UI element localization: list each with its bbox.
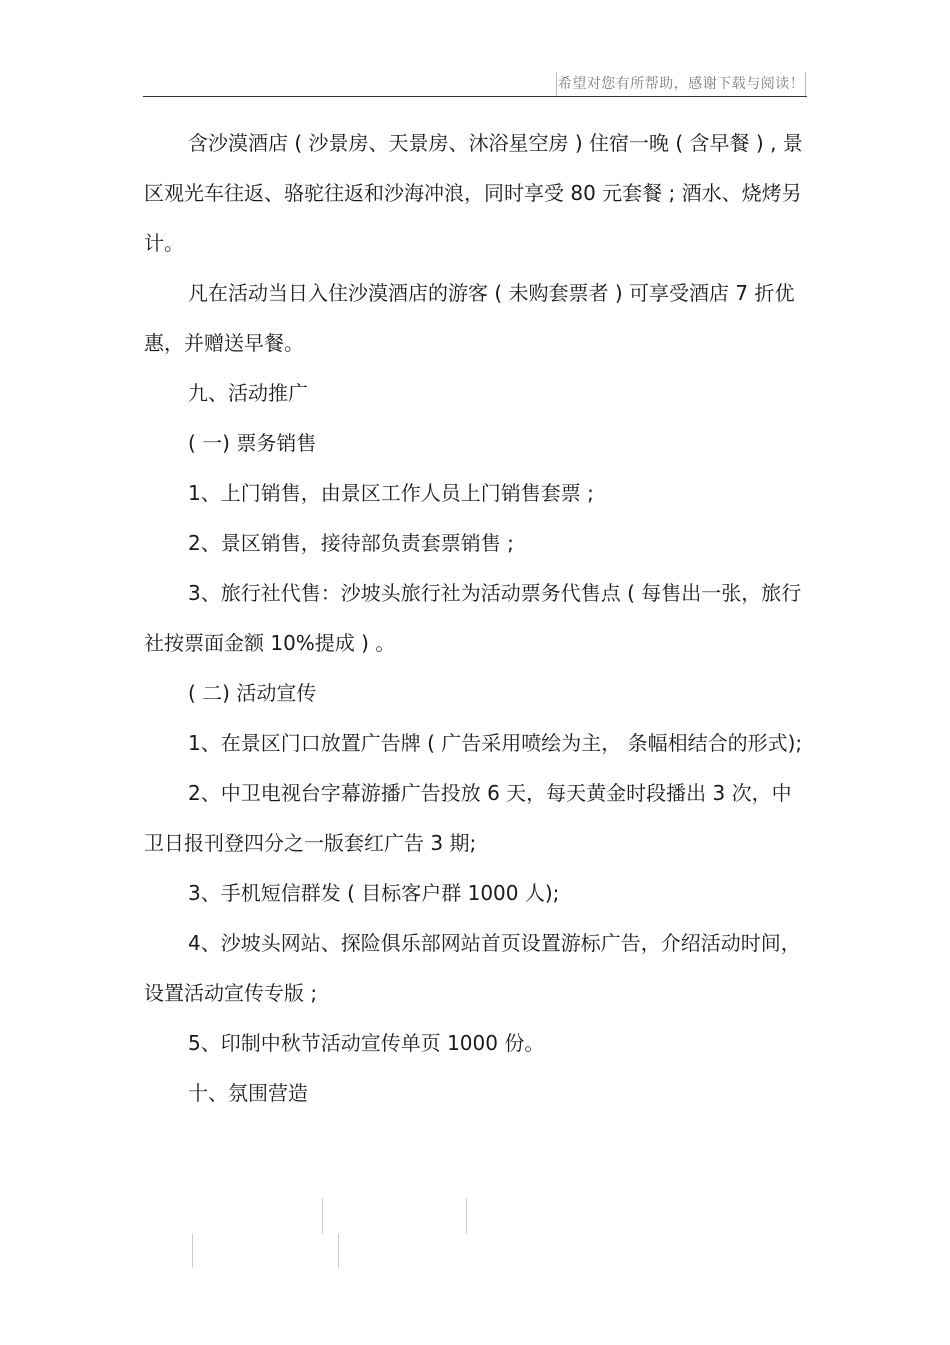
paragraph-hotel-discount: 凡在活动当日入住沙漠酒店的游客 ( 未购套票者 ) 可享受酒店 7 折优惠，并赠送早餐。 xyxy=(144,281,795,355)
list-item-door-sales: 1、上门销售，由景区工作人员上门销售套票 ; xyxy=(188,481,594,505)
list-item-scenic-sales: 2、景区销售，接待部负责套票销售 ; xyxy=(188,531,514,555)
list-item-billboard: 1、在景区门口放置广告牌 ( 广告采用喷绘为主， 条幅相结合的形式); xyxy=(188,731,803,755)
list-item-agency-sales: 3、旅行社代售：沙坡头旅行社为活动票务代售点 ( 每售出一张，旅行社按票面金额 10%提成 ) 。 xyxy=(144,581,802,655)
header-rule xyxy=(143,96,807,97)
section-heading-atmosphere: 十、氛围营造 xyxy=(188,1081,308,1105)
table-border-fragment xyxy=(322,1198,323,1234)
table-border-fragment xyxy=(192,1234,193,1268)
paragraph-package: 含沙漠酒店 ( 沙景房、天景房、沐浴星空房 ) 住宿一晚 ( 含早餐 ) , 景区观光车往返、骆驼往返和沙海冲浪，同时享受 80 元套餐 ; 酒水、烧烤另计。 xyxy=(144,131,803,255)
list-item-tv-ads: 2、中卫电视台字幕游播广告投放 6 天，每天黄金时段播出 3 次，中卫日报刊登四分之一版套红广告 3 期; xyxy=(144,781,792,855)
list-item-website: 4、沙坡头网站、探险俱乐部网站首页设置游标广告，介绍活动时间，设置活动宣传专版 ; xyxy=(144,931,801,1005)
list-item-sms: 3、手机短信群发 ( 目标客户群 1000 人); xyxy=(188,881,560,905)
table-border-fragment xyxy=(338,1234,339,1268)
list-item-flyers: 5、印制中秋节活动宣传单页 1000 份。 xyxy=(188,1031,545,1055)
subheading-publicity: ( 二) 活动宣传 xyxy=(188,681,317,705)
document-body xyxy=(144,118,806,1118)
table-border-fragment xyxy=(466,1198,467,1234)
section-heading-promotion: 九、活动推广 xyxy=(188,381,308,405)
header-note: 希望对您有所帮助，感谢下载与阅读！ xyxy=(556,72,806,96)
subheading-ticket-sales: ( 一) 票务销售 xyxy=(188,431,317,455)
